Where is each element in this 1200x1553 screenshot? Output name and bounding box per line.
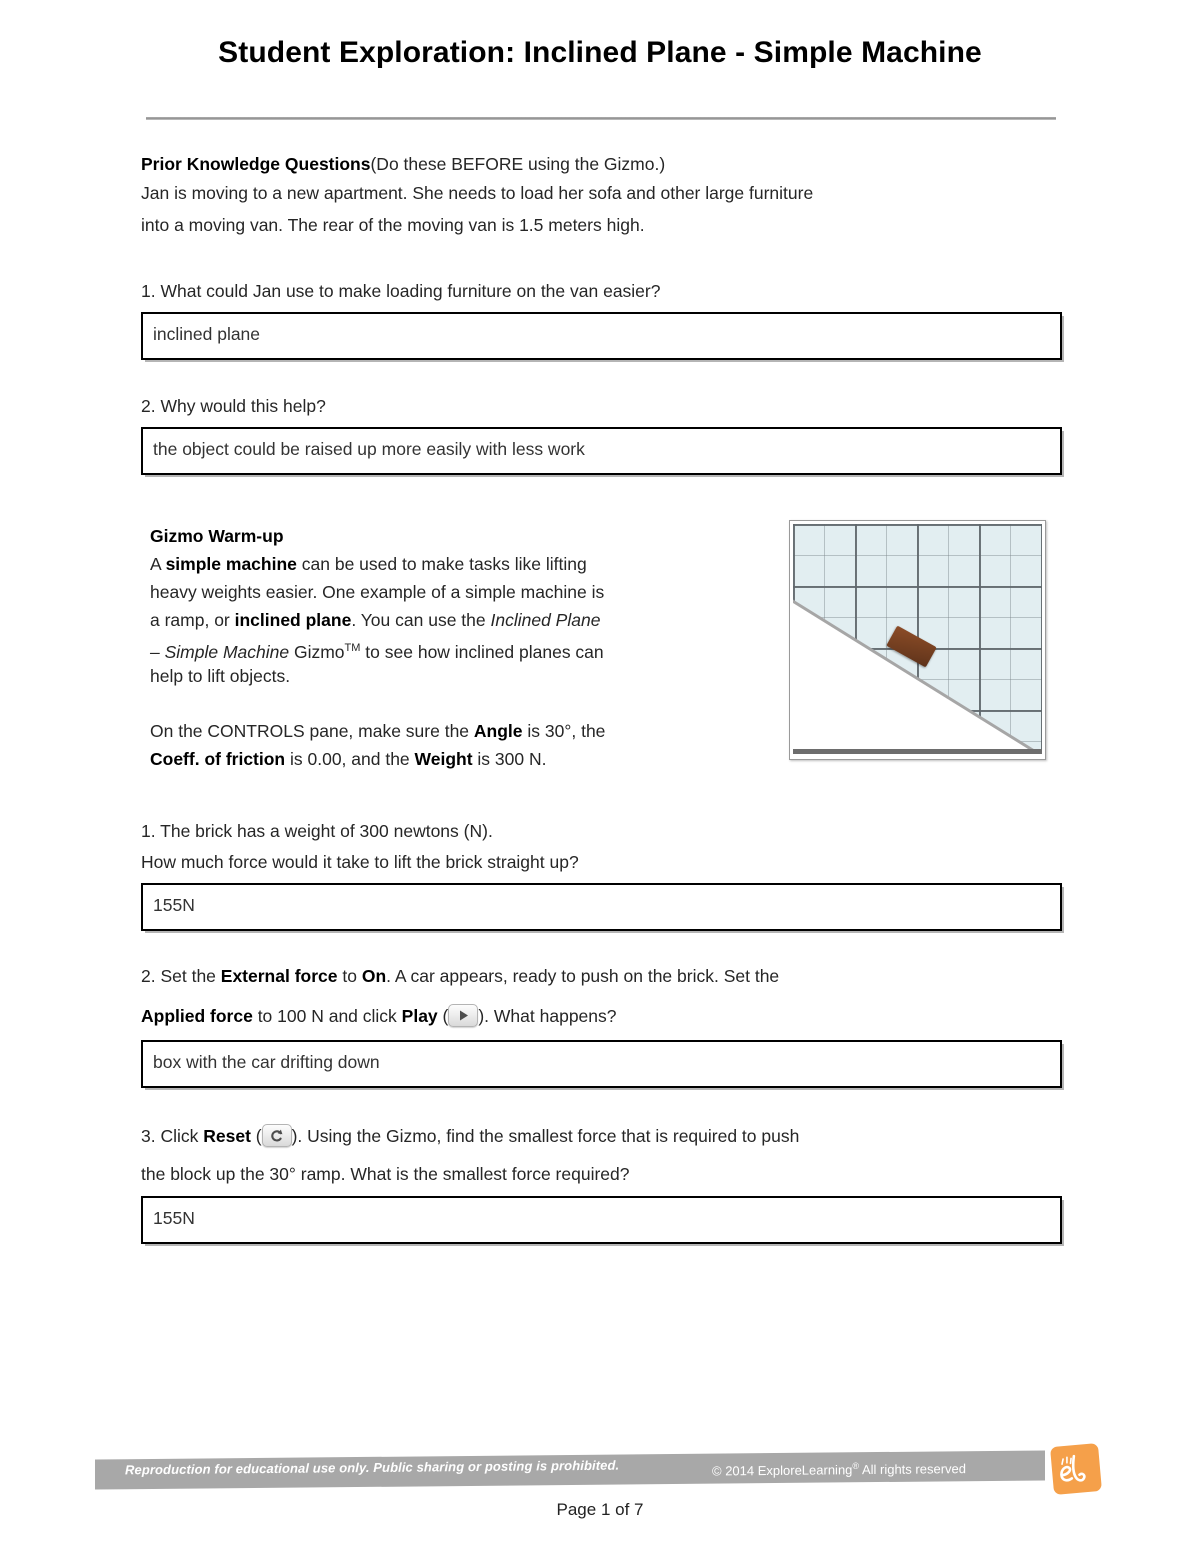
title-divider <box>146 117 1056 120</box>
warmup-p1-bold-simple-machine: simple machine <box>165 554 297 574</box>
warmup-p1-italic-simple-machine: – Simple Machine <box>150 641 290 662</box>
question-2-line-1 <box>141 962 1071 990</box>
explorelearning-logo <box>1047 1440 1105 1498</box>
warmup-p1-seg1: A <box>150 554 166 574</box>
question-2-line-2 <box>141 1002 1071 1030</box>
gizmo-floor <box>793 749 1042 754</box>
q2-seg3: . A car appears, ready to push on the brick. Set the <box>386 966 780 986</box>
answer-text-3: 155N <box>153 1208 195 1228</box>
question-1-line-1: 1. The brick has a weight of 300 newtons (N). <box>141 821 493 841</box>
warmup-p1-seg3: a ramp, or <box>150 610 235 630</box>
answer-box-prior-1[interactable] <box>141 312 1062 360</box>
prior-knowledge-heading-label: Prior Knowledge Questions <box>141 154 371 174</box>
warmup-p2-bold-weight: Weight <box>414 749 473 769</box>
footer-copyright <box>712 1460 966 1479</box>
prior-knowledge-intro-line-2: into a moving van. The rear of the moving van is 1.5 meters high. <box>141 215 645 235</box>
q3-seg1: 3. Click <box>141 1126 204 1146</box>
gizmo-warmup-heading: Gizmo Warm-up <box>150 526 284 546</box>
trademark-superscript: TM <box>344 642 361 654</box>
prior-question-1-prompt: 1. What could Jan use to make loading furniture on the van easier? <box>141 281 661 301</box>
footer-reproduction-notice: Reproduction for educational use only. Public sharing or posting is prohibited. <box>125 1457 620 1478</box>
page-number: Page 1 of 7 <box>556 1500 644 1519</box>
footer-copyright-text: © 2014 ExploreLearning <box>712 1462 853 1479</box>
reset-icon[interactable] <box>262 1124 292 1147</box>
page-title: Student Exploration: Inclined Plane - Simple Machine <box>218 36 982 69</box>
q3-seg3: ). Using the Gizmo, find the smallest force that is required to push <box>291 1126 800 1146</box>
warmup-p1-bold-inclined-plane: inclined plane <box>234 610 352 630</box>
question-3-line-2: the block up the 30° ramp. What is the smallest force required? <box>141 1164 630 1184</box>
warmup-p2-bold-angle: Angle <box>473 721 523 741</box>
q2-bold-applied-force: Applied force <box>141 1006 253 1026</box>
warmup-p2-seg4: is 300 N. <box>472 749 547 769</box>
warmup-p2-seg3: is 0.00, and the <box>285 749 415 769</box>
footer-rights-text: All rights reserved <box>859 1461 966 1478</box>
warmup-p1-seg6: to see how inclined planes can <box>360 641 604 662</box>
warmup-p1-italic-inclined-plane: Inclined Plane <box>490 610 601 630</box>
answer-box-prior-2[interactable] <box>141 427 1062 475</box>
answer-text-1: 155N <box>153 895 195 915</box>
warmup-p1-seg5: Gizmo <box>289 641 345 662</box>
q2-seg1: 2. Set the <box>141 966 221 986</box>
prior-knowledge-intro-line-1: Jan is moving to a new apartment. She needs to load her sofa and other large furniture <box>141 183 814 203</box>
answer-box-1[interactable] <box>141 883 1062 931</box>
answer-text-prior-2: the object could be raised up more easily with less work <box>153 439 585 459</box>
answer-box-2[interactable] <box>141 1040 1062 1088</box>
warmup-p1-line-2: heavy weights easier. One example of a simple machine is <box>150 582 605 602</box>
q2-bold-on: On <box>361 966 387 986</box>
warmup-p2-line-2 <box>150 745 780 773</box>
gizmo-canvas <box>793 524 1042 754</box>
gizmo-warmup-paragraph-1 <box>150 550 775 578</box>
q2-bold-play: Play <box>401 1006 438 1026</box>
q2-seg4: to 100 N and click <box>252 1006 402 1026</box>
answer-box-3[interactable] <box>141 1196 1062 1244</box>
prior-knowledge-heading <box>141 150 1071 178</box>
q3-bold-reset: Reset <box>203 1126 251 1146</box>
play-icon[interactable] <box>448 1004 478 1027</box>
prior-question-2-prompt: 2. Why would this help? <box>141 396 326 416</box>
warmup-p1-line-5: help to lift objects. <box>150 666 291 686</box>
warmup-p2-seg2: is 30°, the <box>522 721 606 741</box>
q2-bold-external-force: External force <box>220 966 338 986</box>
warmup-p2-line-1 <box>150 717 780 745</box>
q2-seg2: to <box>337 966 362 986</box>
warmup-p1-seg2: can be used to make tasks like lifting <box>296 554 587 574</box>
answer-text-2: box with the car drifting down <box>153 1052 380 1072</box>
q2-seg5: ( <box>437 1006 449 1026</box>
prior-knowledge-heading-note: (Do these BEFORE using the Gizmo.) <box>370 154 666 174</box>
registered-trademark-symbol: ® <box>852 1460 860 1471</box>
q2-seg6: ). What happens? <box>478 1006 617 1026</box>
question-1-line-2: How much force would it take to lift the brick straight up? <box>141 852 579 872</box>
warmup-p1-line-3 <box>150 606 780 634</box>
q3-seg2: ( <box>250 1126 262 1146</box>
gizmo-screenshot-figure <box>789 520 1046 760</box>
question-3-line-1 <box>141 1122 1071 1150</box>
warmup-p2-bold-coeff-friction: Coeff. of friction <box>150 749 286 769</box>
answer-text-prior-1: inclined plane <box>153 324 261 344</box>
warmup-p2-seg1: On the CONTROLS pane, make sure the <box>150 721 474 741</box>
warmup-p1-seg4: . You can use the <box>351 610 491 630</box>
